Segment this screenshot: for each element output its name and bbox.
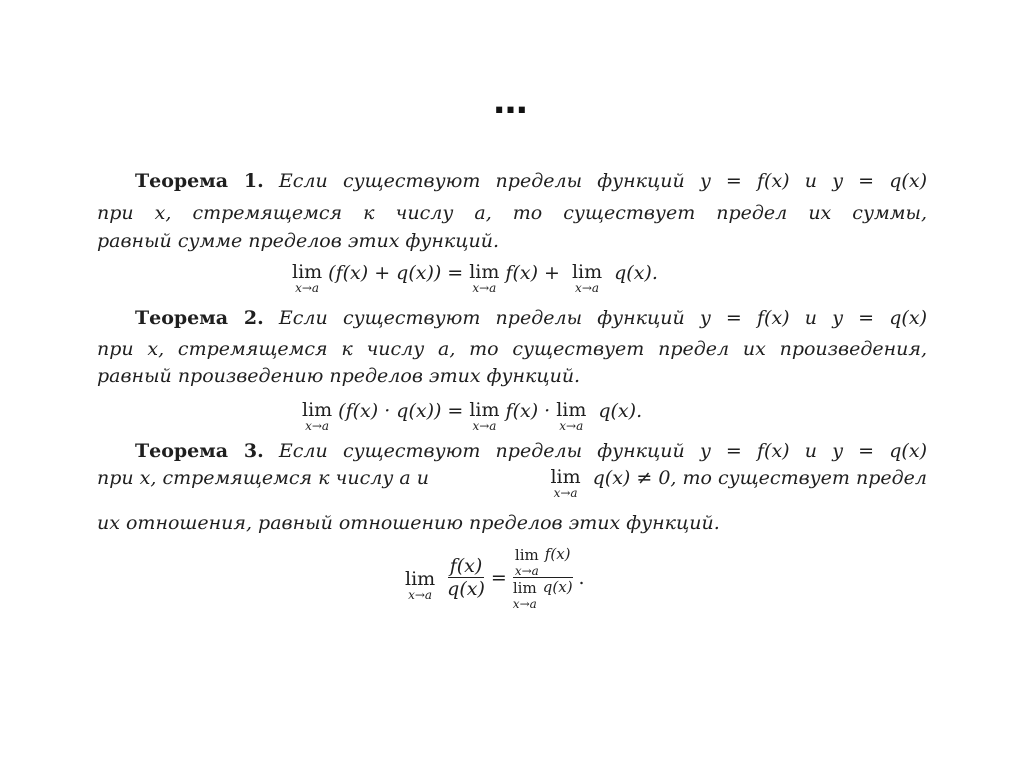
theorem-3-label: Теорема 3. xyxy=(135,440,264,462)
theorem-3-line-1 xyxy=(135,440,927,462)
theorem-1-formula xyxy=(292,262,658,294)
theorem-3-text-2a: при x, стремящемся к числу a и xyxy=(97,467,429,489)
theorem-1-line-1 xyxy=(135,170,927,192)
lim-operator: lim x→a xyxy=(556,399,587,433)
theorem-2-formula xyxy=(302,400,642,432)
lim-operator: lim x→a xyxy=(292,261,323,295)
formula-mid: f(x) + xyxy=(505,262,560,284)
formula-dot: . xyxy=(578,566,585,589)
lim-operator: lim x→a xyxy=(514,546,539,578)
theorem-3-text-2b: q(x) ≠ 0, то существует предел xyxy=(592,467,927,489)
lim-operator: lim x→a xyxy=(550,466,581,500)
formula-lhs: (f(x) + q(x)) = xyxy=(328,262,464,284)
page-title: … xyxy=(493,82,531,122)
theorem-1-text-1: Если существуют пределы функций y = f(x) и y = q(x) xyxy=(278,170,927,192)
theorem-2-line-2: при x, стремящемся к числу a, то существует предел их произведения, xyxy=(97,338,927,360)
theorem-2-text-1: Если существуют пределы функций y = f(x) и y = q(x) xyxy=(278,307,927,329)
lim-operator: lim x→a xyxy=(571,261,603,295)
formula-rhs: q(x). xyxy=(598,400,643,422)
theorem-3-formula xyxy=(405,545,585,610)
fraction-left: $\frac{f(x)}{q(x)}$ xyxy=(447,555,485,600)
theorem-2-line-1 xyxy=(135,307,927,329)
theorem-2-line-3: равный произведению пределов этих функций. xyxy=(97,365,581,387)
lim-operator: lim x→a xyxy=(405,567,436,602)
lim-operator: lim x→a xyxy=(469,399,500,433)
formula-lhs: (f(x) · q(x)) = xyxy=(338,400,464,422)
fraction-right: lim x→a f(x) lim x→a q(x) xyxy=(512,545,573,611)
theorem-2-label: Теорема 2. xyxy=(135,307,264,329)
equals-sign: = xyxy=(490,566,507,589)
lim-operator: lim x→a xyxy=(469,261,500,295)
theorem-1-line-2: при x, стремящемся к числу a, то существует предел их суммы, xyxy=(97,202,927,224)
formula-mid: f(x) · xyxy=(505,400,551,422)
formula-rhs: q(x). xyxy=(614,262,658,284)
lim-operator: lim x→a xyxy=(302,399,333,433)
theorem-3-line-3: их отношения, равный отношению пределов этих функций. xyxy=(97,512,720,534)
theorem-1-line-3: равный сумме пределов этих функций. xyxy=(97,230,500,252)
theorem-3-text-1: Если существуют пределы функций y = f(x) и y = q(x) xyxy=(278,440,927,462)
theorem-1-label: Теорема 1. xyxy=(135,170,264,192)
theorem-3-line-2 xyxy=(97,467,927,499)
lim-operator: lim x→a xyxy=(512,579,537,611)
